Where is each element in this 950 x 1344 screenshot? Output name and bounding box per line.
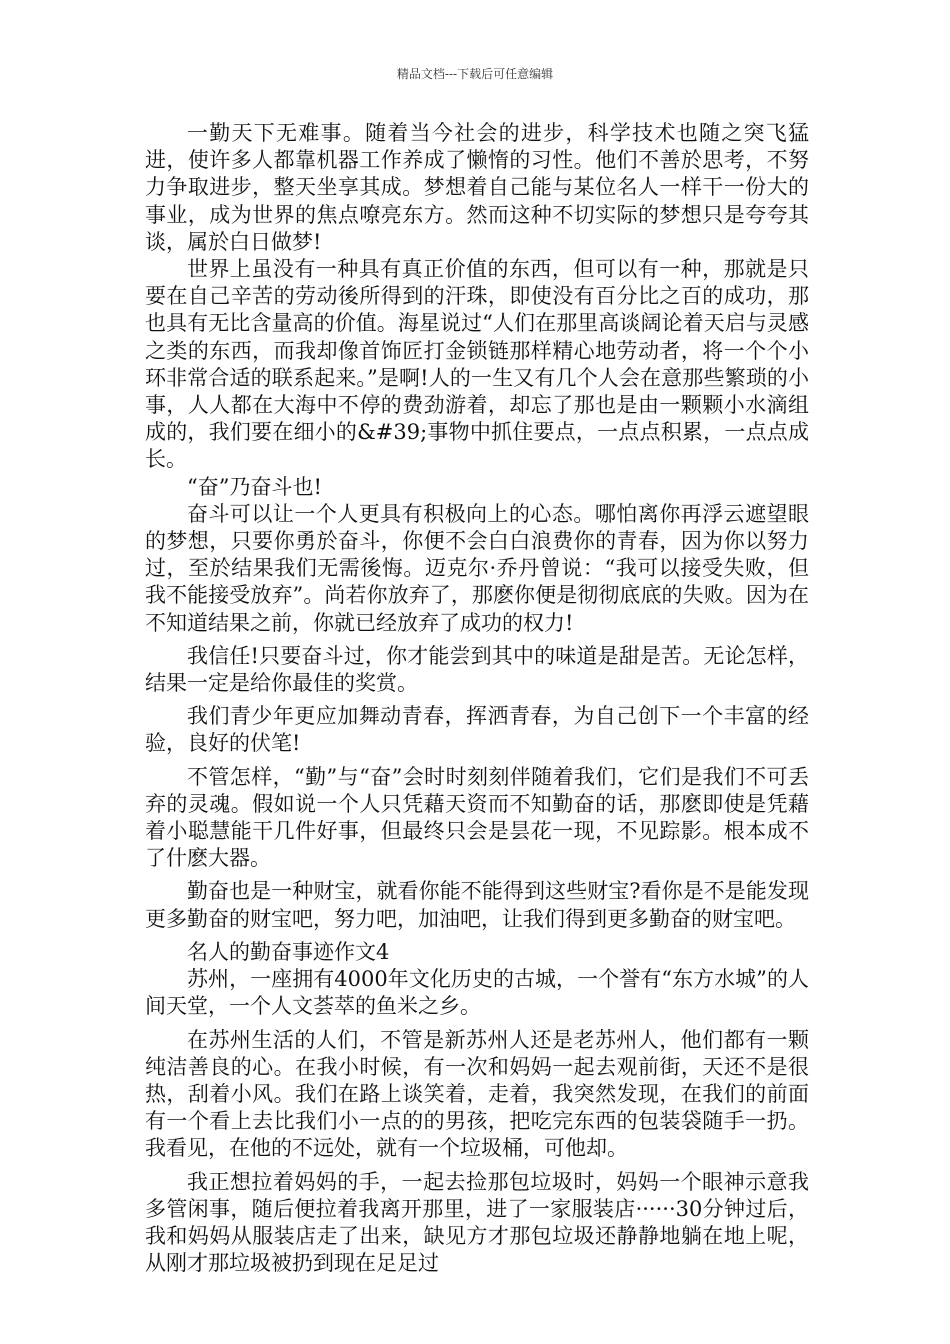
- paragraph: 奋斗可以让一个人更具有积极向上的心态。哪怕离你再浮云遮望眼的梦想，只要你勇於奋斗，你便不会白白浪费你的青春，因为你以努力过，至於结果我们无需後悔。迈克尔·乔丹曾说：“我可以接受失败，但我不能接受放弃”。尚若你放弃了，那麽你便是彻彻底底的失败。因为在不知道结果之前，你就已经放弃了成功的权力!: [145, 501, 809, 635]
- paragraph: 苏州，一座拥有4000年文化历史的古城，一个誉有“东方水城”的人间天堂，一个人文荟萃的鱼米之乡。: [145, 967, 809, 1019]
- page-header: 精品文档---下载后可任意编辑: [396, 67, 554, 81]
- paragraph: “奋”乃奋斗也!: [187, 474, 322, 499]
- document-body: [145, 120, 809, 1277]
- paragraph: 勤奋也是一种财宝，就看你能不能得到这些财宝?看你是不是能发现更多勤奋的财宝吧，努力吧，加油吧，让我们得到更多勤奋的财宝吧。: [145, 879, 809, 931]
- paragraph: 世界上虽没有一种具有真正价值的东西，但可以有一种，那就是只要在自己辛苦的劳动後所得到的汗珠，即使没有百分比之百的成功，那也具有无比含量高的价值。海星说过“人们在那里高谈阔论着天启与灵感之类的东西，而我却像首饰匠打金锁链那样精心地劳动者，将一个个小环非常合适的联系起来。”是啊!人的一生又有几个人会在意那些繁琐的小事，人人都在大海中不停的费劲游着，却忘了那也是由一颗颗小水滴组成的，我们要在细小的&#39;事物中抓住要点，一点点积累，一点点成长。: [145, 257, 809, 472]
- paragraph: 我们青少年更应加舞动青春，挥洒青春，为自己创下一个丰富的经验，良好的伏笔!: [145, 704, 809, 756]
- paragraph: 不管怎样，“勤”与“奋”会时时刻刻伴随着我们，它们是我们不可丢弃的灵魂。假如说一个人只凭藉天资而不知勤奋的话，那麽即使是凭藉着小聪慧能干几件好事，但最终只会是昙花一现，不见踪影。根本成不了什麽大器。: [145, 764, 809, 871]
- paragraph: 我正想拉着妈妈的手，一起去捡那包垃圾时，妈妈一个眼神示意我多管闲事，随后便拉着我离开那里，进了一家服装店······30分钟过后，我和妈妈从服装店走了出来，缺见方才那包垃圾还静静地躺在地上呢，从刚才那垃圾被扔到现在足足过: [145, 1169, 809, 1276]
- paragraph: 我信任!只要奋斗过，你才能尝到其中的味道是甜是苦。无论怎样，结果一定是给你最佳的奖赏。: [145, 643, 809, 696]
- section-heading: 名人的勤奋事迹作文4: [187, 939, 390, 964]
- paragraph: 一勤天下无难事。随着当今社会的进步，科学技术也随之突飞猛进，使许多人都靠机器工作养成了懒惰的习性。他们不善於思考，不努力争取进步，整天坐享其成。梦想着自己能与某位名人一样干一份大的事业，成为世界的焦点嘹亮东方。然而这种不切实际的梦想只是夸夸其谈，属於白日做梦!: [145, 121, 809, 254]
- paragraph: 在苏州生活的人们，不管是新苏州人还是老苏州人，他们都有一颗纯洁善良的心。在我小时候，有一次和妈妈一起去观前街，天还不是很热，刮着小风。我们在路上谈笑着，走着，我突然发现，在我们的前面有一个看上去比我们小一点的的男孩，把吃完东西的包装袋随手一扔。我看见，在他的不远处，就有一个垃圾桶，可他却。: [145, 1027, 809, 1161]
